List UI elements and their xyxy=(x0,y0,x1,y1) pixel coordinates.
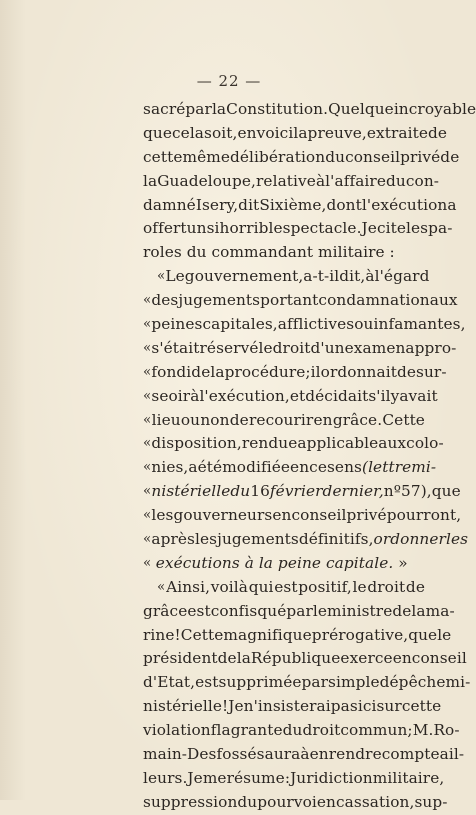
word: avait xyxy=(399,386,438,405)
text-line xyxy=(143,265,430,289)
text-line xyxy=(143,241,425,265)
word: si xyxy=(206,219,220,238)
word: militaire, xyxy=(372,768,445,787)
word: appro- xyxy=(405,338,457,357)
word: privé xyxy=(346,506,387,525)
word: droit xyxy=(367,577,406,596)
page-number: — 22 — xyxy=(196,72,262,90)
word: rine! xyxy=(143,625,181,644)
word: violation xyxy=(143,721,211,740)
word: me xyxy=(202,768,227,787)
word: réservé xyxy=(199,338,259,357)
word: horrible xyxy=(219,219,283,238)
word: capitale. xyxy=(325,553,394,572)
text-line xyxy=(143,122,448,146)
word: a xyxy=(188,458,198,477)
text-line xyxy=(143,361,447,385)
word: Isery, xyxy=(195,195,239,214)
word: damné xyxy=(143,195,196,214)
word: à xyxy=(365,267,375,286)
word: du xyxy=(325,147,346,166)
text-line xyxy=(143,504,462,528)
word: cassation, xyxy=(336,792,415,811)
text-line xyxy=(143,600,455,624)
word: aux xyxy=(429,291,458,310)
word: résume xyxy=(226,768,285,787)
word: soit, xyxy=(204,123,238,142)
word: « xyxy=(143,459,152,476)
word: droit xyxy=(302,721,341,740)
word: 57), xyxy=(401,482,432,501)
word: a xyxy=(447,195,457,214)
word: a-t-il xyxy=(303,267,340,286)
word: dont xyxy=(326,195,362,214)
word: incroyable xyxy=(393,100,476,118)
word: les xyxy=(445,530,469,549)
word: magnifique xyxy=(223,625,312,644)
word: Le xyxy=(165,267,185,286)
word: Je xyxy=(361,219,377,238)
word: sur xyxy=(376,697,402,716)
word: conseil xyxy=(345,147,401,166)
text-line xyxy=(143,480,461,504)
word: de xyxy=(229,410,249,429)
word: de xyxy=(217,649,237,668)
word: jugements xyxy=(178,291,261,310)
word: afflictives xyxy=(277,315,355,334)
word: en xyxy=(237,123,257,142)
word: Ainsi, xyxy=(166,577,211,596)
word: et xyxy=(289,386,306,405)
word: en xyxy=(272,506,292,525)
word: en xyxy=(316,792,336,811)
word: « xyxy=(143,483,152,500)
word: du xyxy=(186,243,207,262)
word: jugements xyxy=(217,530,299,549)
word: ma- xyxy=(425,601,455,620)
word: rendre xyxy=(328,745,382,764)
text-line xyxy=(143,170,440,194)
word: peine xyxy=(277,553,322,572)
word: nistérielle! xyxy=(143,697,229,716)
word: s'était xyxy=(151,338,200,357)
text-line xyxy=(143,432,444,456)
word: n'insisterai xyxy=(243,697,331,716)
word: ordonnait xyxy=(320,362,397,381)
word: du xyxy=(230,482,251,501)
word: dit, xyxy=(339,267,366,286)
word: Je xyxy=(187,768,203,787)
word: la xyxy=(293,123,308,142)
word: gouverneurs xyxy=(173,506,273,525)
word: la xyxy=(258,553,274,572)
word: recourir xyxy=(249,410,314,429)
word: à xyxy=(244,553,254,572)
text-line xyxy=(143,528,469,552)
word: la xyxy=(210,362,225,381)
word: de xyxy=(392,601,412,620)
word: « xyxy=(143,316,152,333)
word: est xyxy=(274,577,298,596)
word: l'égard xyxy=(374,267,430,286)
word: leurs. xyxy=(143,768,188,787)
word: seoir xyxy=(151,386,191,405)
word: lieu xyxy=(151,410,181,429)
word: la xyxy=(236,649,251,668)
word: exerce xyxy=(340,649,393,668)
word: le xyxy=(312,601,328,620)
word: l'exécution, xyxy=(199,386,290,405)
text-line xyxy=(143,647,467,671)
word: de xyxy=(191,362,211,381)
word: « xyxy=(143,507,152,524)
word: est xyxy=(187,601,211,620)
word: relative xyxy=(256,171,316,190)
word: la xyxy=(411,601,426,620)
word: » xyxy=(398,553,408,572)
word: dit xyxy=(238,195,260,214)
word: exécutions xyxy=(155,553,240,572)
text-line xyxy=(143,791,448,815)
word: d'Etat, xyxy=(143,673,196,692)
word: gouvernement, xyxy=(184,267,304,286)
word: rendue xyxy=(241,434,298,453)
word: Je xyxy=(228,697,244,716)
word: décidait xyxy=(305,386,369,405)
word: mi- xyxy=(411,458,437,477)
text-line xyxy=(143,146,460,170)
word: ou xyxy=(354,315,374,334)
word: spectacle. xyxy=(282,219,362,238)
word: commun; xyxy=(340,721,413,740)
text-line xyxy=(143,576,425,600)
text-line xyxy=(143,337,457,361)
word: fondi xyxy=(151,362,192,381)
word: supprimée xyxy=(218,673,302,692)
word: disposition, xyxy=(151,434,242,453)
word: les xyxy=(195,530,218,549)
word: « xyxy=(157,578,166,595)
word: roles xyxy=(143,243,182,262)
text-line xyxy=(143,767,445,791)
word: applicable xyxy=(297,434,379,453)
word: définitifs, xyxy=(298,530,374,549)
word: le xyxy=(258,338,273,357)
text-line xyxy=(143,313,466,337)
word: à xyxy=(190,386,200,405)
text-line xyxy=(143,194,457,218)
word: République xyxy=(250,649,341,668)
body-text xyxy=(143,98,476,815)
word: grâce. xyxy=(332,410,383,429)
word: février xyxy=(269,482,323,501)
word: colo- xyxy=(406,434,444,453)
text-line xyxy=(143,695,442,719)
word: : xyxy=(389,243,395,262)
word: du xyxy=(386,171,406,190)
word: ail- xyxy=(439,745,465,764)
word: est xyxy=(195,673,219,692)
word: positif, xyxy=(298,577,352,596)
word: « xyxy=(143,411,152,428)
word: nº xyxy=(383,482,402,501)
word: preuve, xyxy=(307,123,367,142)
word: que xyxy=(143,123,172,142)
word: capitales, xyxy=(202,315,278,334)
word: il xyxy=(310,362,321,381)
word: pas xyxy=(330,697,358,716)
word: 16 xyxy=(250,482,270,501)
word: qui xyxy=(248,577,274,596)
word: « xyxy=(143,292,152,309)
word: Cette xyxy=(180,625,224,644)
word: ou xyxy=(180,410,201,429)
word: les xyxy=(406,219,429,238)
word: suppression xyxy=(143,792,238,811)
word: la xyxy=(211,100,227,118)
word: par xyxy=(301,673,329,692)
word: sacré xyxy=(143,100,186,118)
word: pa- xyxy=(428,219,453,238)
text-line xyxy=(143,385,438,409)
word: conseil xyxy=(291,506,347,525)
word: cite xyxy=(376,219,406,238)
word: été xyxy=(197,458,223,477)
word: privé xyxy=(400,147,441,166)
word: après xyxy=(151,530,196,549)
word: en xyxy=(392,649,412,668)
word: délibération xyxy=(229,147,326,166)
word: de xyxy=(427,123,448,142)
word: « xyxy=(157,268,166,285)
word: simple xyxy=(328,673,380,692)
word: ce xyxy=(309,458,327,477)
word: nistérielle xyxy=(151,482,231,501)
word: cette xyxy=(143,147,183,166)
word: y xyxy=(390,386,400,405)
word: le xyxy=(437,625,452,644)
word: voici xyxy=(256,123,294,142)
word: les xyxy=(151,506,174,525)
text-line xyxy=(143,552,425,576)
word: offert xyxy=(143,219,187,238)
word: que xyxy=(431,482,461,501)
text-line xyxy=(143,217,453,241)
word: mi- xyxy=(445,673,471,692)
text-line xyxy=(143,289,458,313)
word: de xyxy=(405,577,425,596)
word: flagrante xyxy=(210,721,283,740)
word: « xyxy=(143,435,152,452)
word: du xyxy=(282,721,303,740)
word: commandant xyxy=(211,243,314,262)
word: ministre xyxy=(327,601,393,620)
word: (lettre xyxy=(362,458,412,477)
word: aura xyxy=(264,745,301,764)
word: « xyxy=(143,363,152,380)
word: dépêche xyxy=(379,673,446,692)
word: droit xyxy=(272,338,311,357)
word: compte xyxy=(381,745,440,764)
word: à xyxy=(315,171,326,190)
word: procédure; xyxy=(224,362,311,381)
word: grâce xyxy=(143,601,188,620)
word: « xyxy=(143,531,152,548)
word: du xyxy=(237,792,258,811)
word: président xyxy=(143,649,218,668)
word: sens xyxy=(326,458,362,477)
word: l'exécution xyxy=(361,195,448,214)
word: des xyxy=(151,291,179,310)
text-line xyxy=(143,719,460,743)
word: prérogative, xyxy=(311,625,409,644)
word: le xyxy=(352,577,367,596)
word: confisqué xyxy=(210,601,287,620)
word: l'affaire xyxy=(325,171,386,190)
word: dernier, xyxy=(322,482,384,501)
word: sup- xyxy=(414,792,448,811)
word: en xyxy=(309,745,329,764)
word: ici xyxy=(357,697,377,716)
word: de xyxy=(396,362,417,381)
word: Guadeloupe, xyxy=(157,171,257,190)
word: cette xyxy=(401,697,442,716)
word: main-Desfossés xyxy=(143,745,265,764)
word: Cette xyxy=(382,410,425,429)
word: de xyxy=(440,147,460,166)
word: peines xyxy=(151,315,203,334)
text-line xyxy=(143,743,465,767)
word: « xyxy=(143,339,152,356)
word: aux xyxy=(378,434,407,453)
word: Quelque xyxy=(328,100,394,118)
text-line xyxy=(143,98,476,122)
word: en xyxy=(313,410,333,429)
word: par xyxy=(286,601,313,620)
word: pourvoi xyxy=(257,792,317,811)
word: voilà xyxy=(210,577,249,596)
text-line xyxy=(143,624,452,648)
word: infamantes, xyxy=(373,315,466,334)
word: portant xyxy=(260,291,319,310)
word: extraite xyxy=(366,123,428,142)
word: Juridiction xyxy=(290,768,373,787)
word: ordonner xyxy=(373,530,446,549)
word: Sixième, xyxy=(259,195,327,214)
word: M. xyxy=(412,721,434,740)
word: « xyxy=(143,387,152,404)
word: en xyxy=(290,458,310,477)
word: même xyxy=(182,147,230,166)
word: sur- xyxy=(416,362,447,381)
word: : xyxy=(284,768,291,787)
text-line xyxy=(143,409,425,433)
word: par xyxy=(185,100,212,118)
word: que xyxy=(408,625,438,644)
word: militaire xyxy=(318,243,385,262)
word: cela xyxy=(172,123,205,142)
word: d'un xyxy=(310,338,345,357)
text-line xyxy=(143,671,471,695)
word: con- xyxy=(405,171,440,190)
word: Constitution. xyxy=(226,100,329,118)
word: s'il xyxy=(368,386,391,405)
word: « xyxy=(143,554,152,571)
word: la xyxy=(143,171,158,190)
word: condamnation xyxy=(318,291,430,310)
text-line xyxy=(143,456,437,480)
word: conseil xyxy=(411,649,467,668)
word: nies, xyxy=(151,458,189,477)
word: Ro- xyxy=(433,721,460,740)
word: pourront, xyxy=(386,506,462,525)
word: à xyxy=(300,745,310,764)
word: modifiée xyxy=(222,458,291,477)
word: examen xyxy=(344,338,406,357)
word: un xyxy=(186,219,207,238)
word: non xyxy=(200,410,230,429)
